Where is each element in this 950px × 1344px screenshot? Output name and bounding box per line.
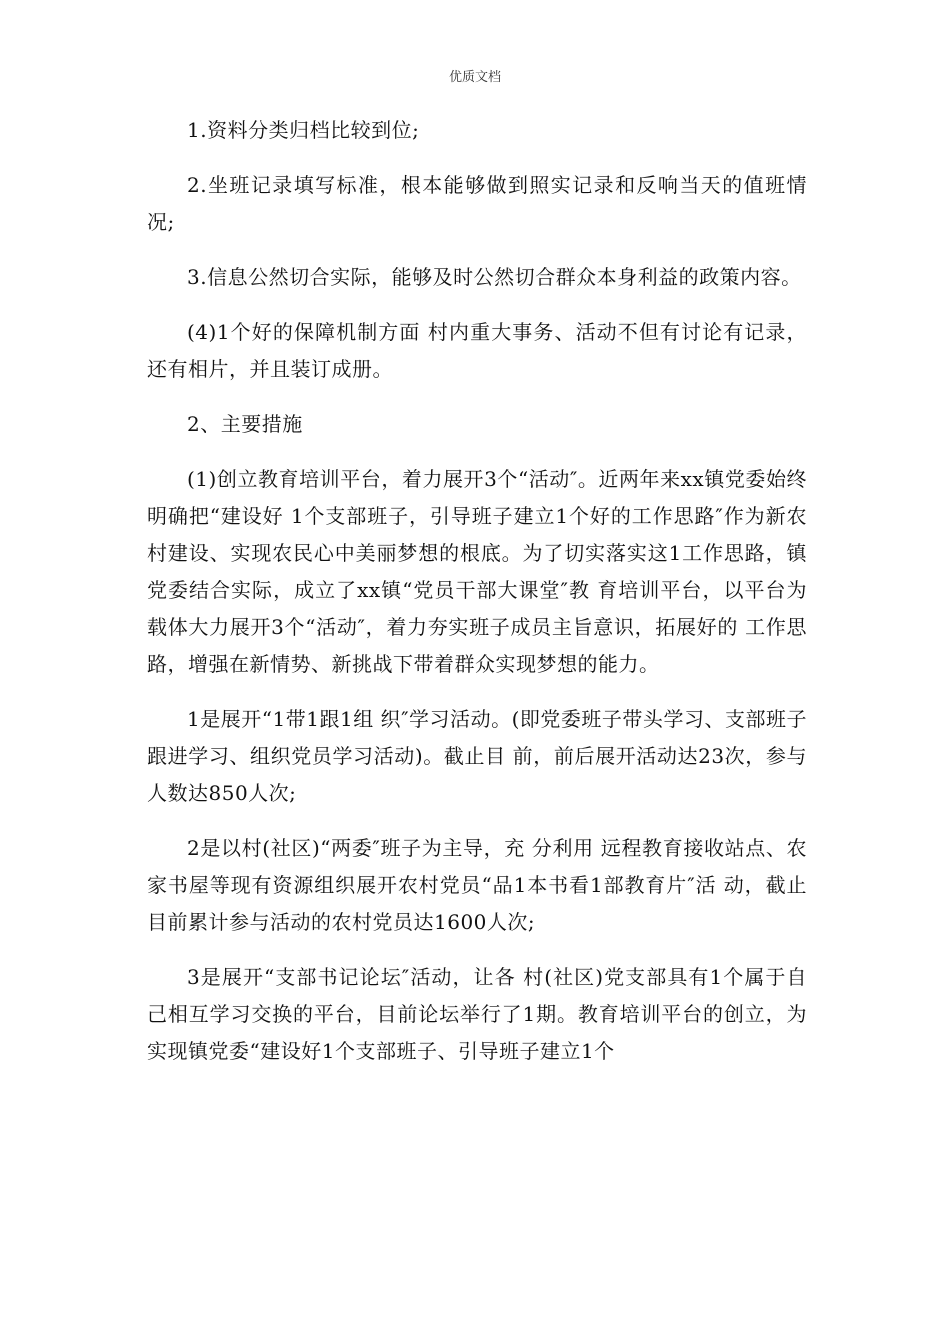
paragraph: 3是展开“支部书记论坛″活动，让各 村(社区)党支部具有1个属于自己相互学习交换的平台，目前论坛举行了1期。教育培训平台的创立，为实现镇党委“建设好1个支部班子、引导班子建立1个 — [147, 965, 807, 1063]
section-heading: 2、主要措施 — [187, 412, 303, 436]
paragraph: (1)创立教育培训平台，着力展开3个“活动″。近两年来xx镇党委始终明确把“建设好 1个支部班子，引导班子建立1个好的工作思路″作为新农村建设、实现农民心中美丽梦想的根底。为了切实落实这1工作思路，镇党委结合实际，成立了xx镇“党员干部大课堂″教 育培训平台，以平台为载体大力展开3个“活动″，着力夯实班子成员主旨意识，拓展好的 工作思路，增强在新情势、新挑战下带着群众实现梦想的能力。 — [147, 467, 807, 676]
paragraph: 1是展开“1带1跟1组 织″学习活动。(即党委班子带头学习、支部班子跟进学习、组织党员学习活动)。截止目 前，前后展开活动达23次，参与人数达850人次; — [147, 707, 807, 805]
paragraph: 2.坐班记录填写标准，根本能够做到照实记录和反响当天的值班情况; — [147, 173, 807, 234]
paragraph: (4)1个好的保障机制方面 村内重大事务、活动不但有讨论有记录，还有相片，并且装订成册。 — [147, 320, 807, 381]
document-body — [147, 112, 807, 1088]
page-header: 优质文档 — [448, 70, 501, 85]
paragraph: 2是以村(社区)“两委″班子为主导，充 分利用 远程教育接收站点、农家书屋等现有资源组织展开农村党员“品1本书看1部教育片″活 动，截止目前累计参与活动的农村党员达1600人次; — [147, 836, 807, 934]
paragraph: 1.资料分类归档比较到位; — [187, 118, 420, 142]
paragraph: 3.信息公然切合实际，能够及时公然切合群众本身利益的政策内容。 — [187, 265, 802, 289]
